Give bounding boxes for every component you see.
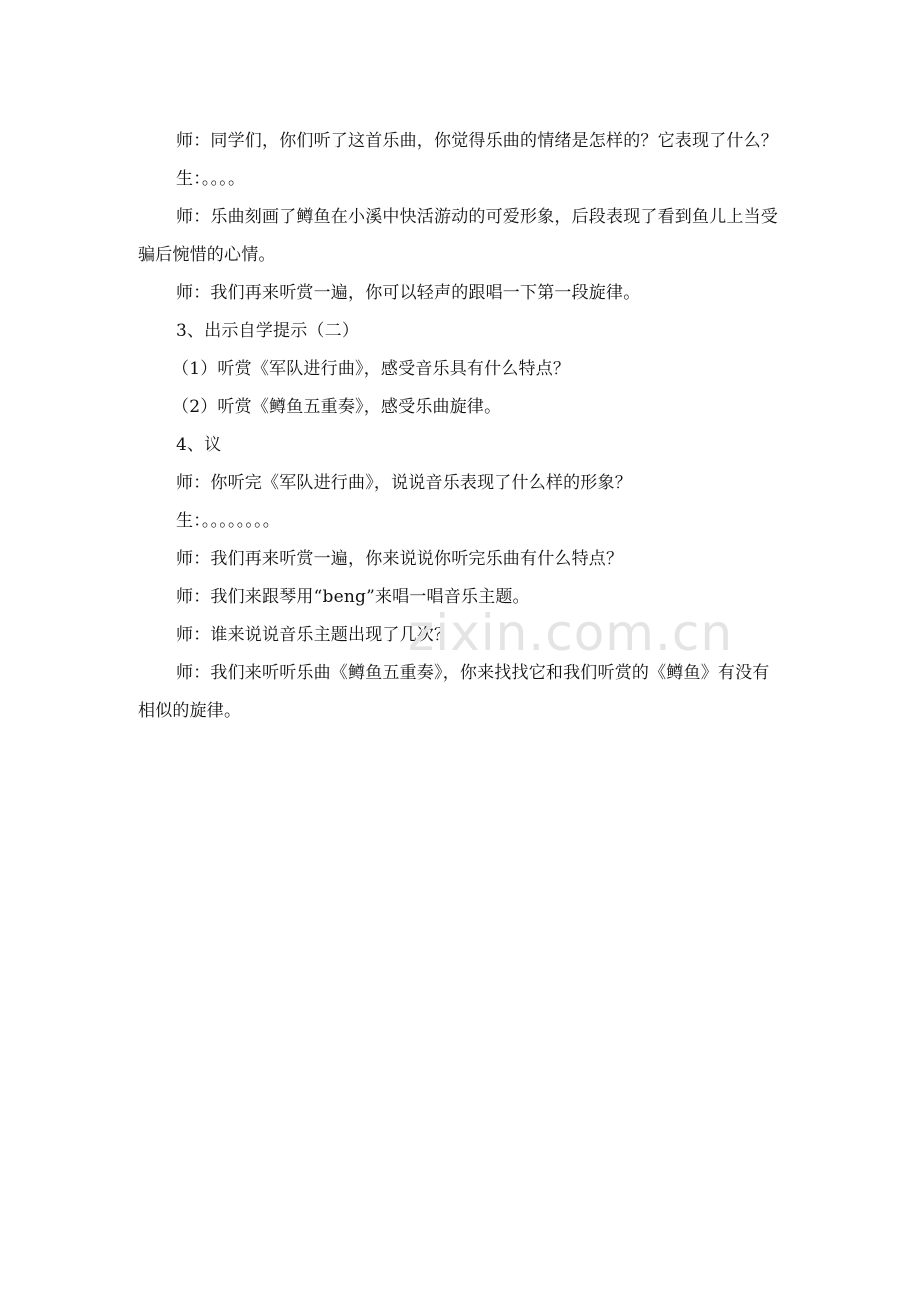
- paragraph-section-3-heading: 3、出示自学提示（二）: [176, 321, 360, 341]
- paragraph-teacher-description: 师：乐曲刻画了鳟鱼在小溪中快活游动的可爱形象，后段表现了看到鱼儿上当受骗后惋惜的心情。: [138, 207, 778, 265]
- paragraph-subitem-2: （2）听赏《鳟鱼五重奏》，感受乐曲旋律。: [172, 397, 502, 417]
- paragraph-subitem-1: （1）听赏《军队进行曲》，感受音乐具有什么特点？: [172, 359, 571, 379]
- paragraph-student-answer-2: 生：。。。。。。。。: [176, 511, 280, 531]
- paragraph-teacher-listen-again: 师：我们再来听赏一遍，你可以轻声的跟唱一下第一段旋律。: [176, 283, 641, 303]
- paragraph-teacher-trout-quintet: 师：我们来听听乐曲《鳟鱼五重奏》，你来找找它和我们听赏的《鳟鱼》有没有相似的旋律。: [138, 663, 770, 721]
- document-body: [138, 122, 783, 730]
- paragraph-teacher-sing-theme: 师：我们来跟琴用“beng”来唱一唱音乐主题。: [176, 587, 530, 607]
- paragraph-teacher-theme-count: 师：谁来说说音乐主题出现了几次？: [176, 625, 452, 645]
- paragraph-teacher-question-mood: 师：同学们，你们听了这首乐曲，你觉得乐曲的情绪是怎样的？它表现了什么？: [176, 131, 778, 151]
- paragraph-teacher-military-march: 师：你听完《军队进行曲》，说说音乐表现了什么样的形象？: [176, 473, 632, 493]
- paragraph-section-4-heading: 4、议: [176, 435, 222, 455]
- watermark-text: zixin.com.cn: [408, 604, 734, 662]
- paragraph-teacher-features: 师：我们再来听赏一遍，你来说说你听完乐曲有什么特点？: [176, 549, 624, 569]
- paragraph-student-answer-1: 生：。。。。: [176, 169, 246, 189]
